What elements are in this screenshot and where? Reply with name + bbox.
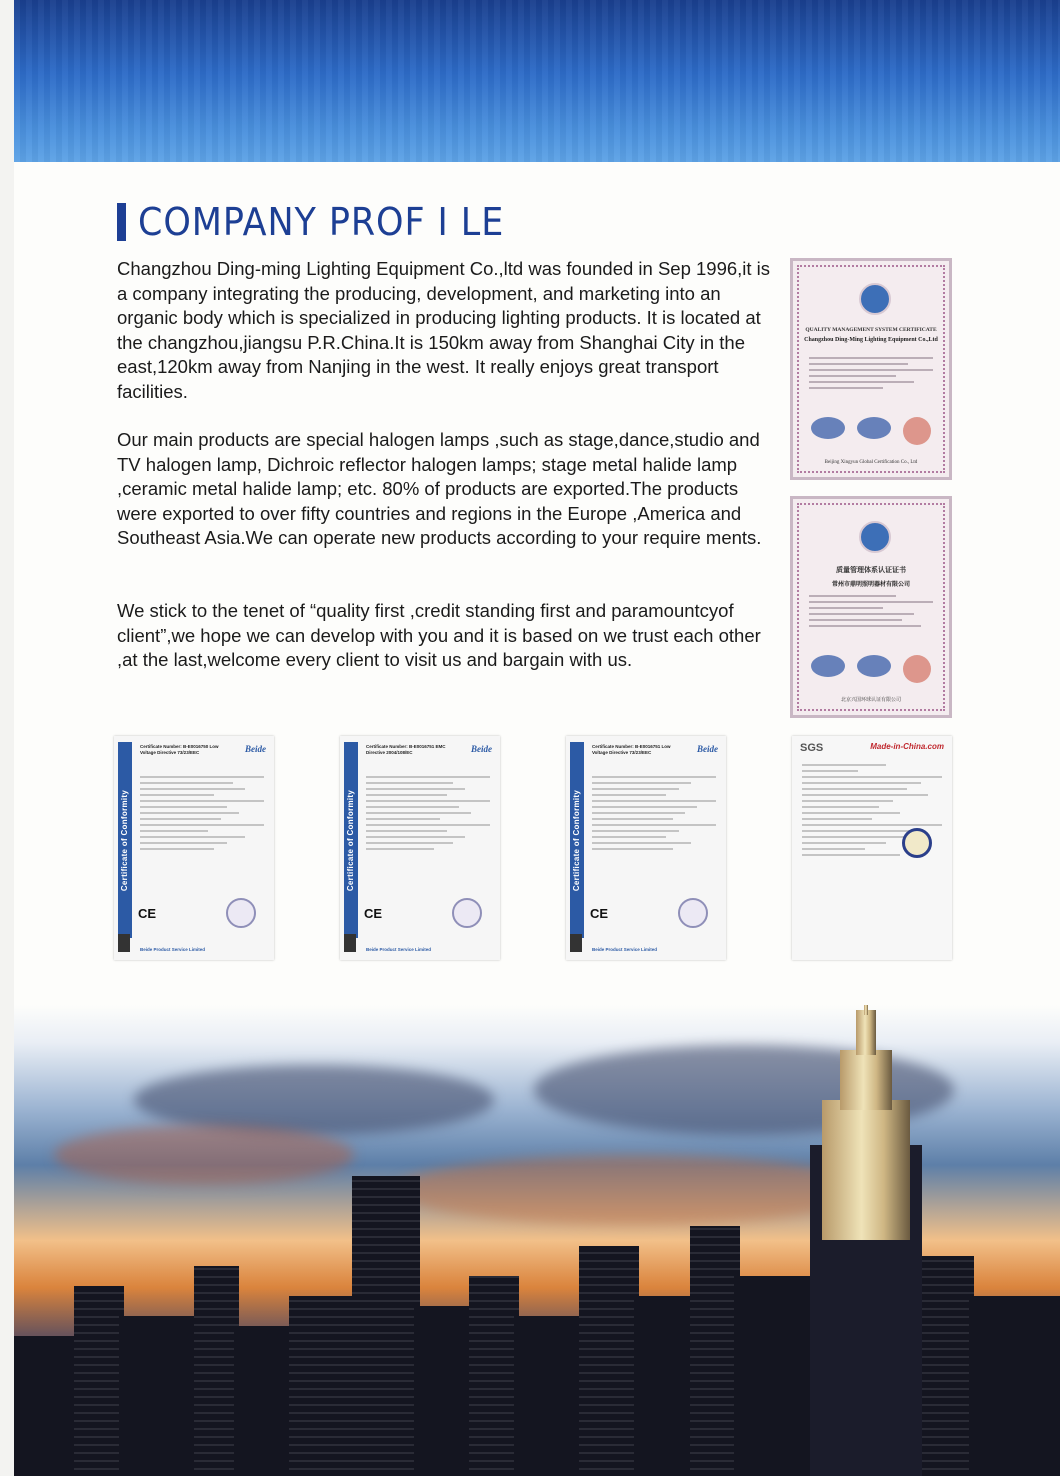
ce-brand-logo: Beide [697, 744, 718, 754]
section-header [117, 200, 536, 244]
profile-paragraph-1: Changzhou Ding-ming Lighting Equipment Co.,ltd was founded in Sep 1996,it is a company integrating the producing, development, and marketing into an organic body which is specialized in producing lighting products. It is located at the changzhou,jiangsu P.R.China.It is 150km away from Shanghai City in the east,120km away from Nanjing in the west. It really enjoys great transport facilities. [117, 258, 771, 402]
certificate-emblem-icon [859, 521, 891, 553]
certificate-text-lines [809, 357, 933, 393]
ce-side-label: Certificate of Conformity [346, 789, 356, 891]
ce-footer: Beide Product Service Limited [366, 947, 432, 952]
ce-side-band [344, 742, 358, 938]
ce-footer: Beide Product Service Limited [592, 947, 658, 952]
quality-certificate-en [790, 258, 952, 480]
red-stamp-icon [903, 655, 931, 683]
iaf-seal-icon [857, 655, 891, 677]
ce-brand-logo: Beide [245, 744, 266, 754]
ce-header: Certificate Number: B-E0016751 Low Voltage Directive 73/23/EEC [592, 744, 671, 755]
ce-mark-icon: CE [590, 906, 609, 921]
title-accent-bar [117, 203, 126, 241]
ce-certificate-3 [566, 736, 726, 960]
ce-text-lines [140, 776, 264, 854]
accreditation-seals [805, 655, 937, 683]
ce-certificate-2 [340, 736, 500, 960]
city-skyline-photo [14, 1005, 1060, 1476]
certificate-company: Changzhou Ding-Ming Lighting Equipment Co.,Ltd [804, 337, 938, 343]
ce-stamp-icon [678, 898, 708, 928]
ce-barcode-icon [118, 934, 130, 952]
ce-mark-icon: CE [364, 906, 383, 921]
red-stamp-icon [903, 417, 931, 445]
ce-side-band [570, 742, 584, 938]
ce-side-label: Certificate of Conformity [572, 789, 582, 891]
ce-stamp-icon [226, 898, 256, 928]
cnas-seal-icon [811, 655, 845, 677]
quality-certificate-cn [790, 496, 952, 718]
ce-brand-logo: Beide [471, 744, 492, 754]
brochure-page [14, 0, 1060, 1476]
ce-barcode-icon [570, 934, 582, 952]
ce-barcode-icon [344, 934, 356, 952]
page-edge [0, 0, 14, 1476]
iaf-seal-icon [857, 417, 891, 439]
sgs-logo: SGS [800, 742, 824, 754]
ce-side-label: Certificate of Conformity [120, 789, 130, 891]
sgs-certificate [792, 736, 952, 960]
ce-text-lines [366, 776, 490, 854]
top-banner [14, 0, 1060, 162]
profile-paragraph-3: We stick to the tenet of “quality first ,credit standing first and paramountcyof client”,we hope we can develop with you and it is based on we trust each other ,at the last,welcome every client to visit us and bargain with us. [117, 600, 761, 670]
ce-header: Certificate Number: B-E0016750 Low Voltage Directive 73/23/EEC [140, 744, 219, 755]
certificate-issuer: Beijing Xingyun Global Certification Co., Ltd [824, 460, 918, 465]
sgs-seal-icon [902, 828, 932, 858]
profile-paragraph-2: Our main products are special halogen lamps ,such as stage,dance,studio and TV halogen lamp, Dichroic reflector halogen lamps; stage metal halide lamp ,ceramic metal halide lamp; etc. 80% of products are exported.The products were exported to over fifty countries and regions in the Europe ,America and Southeast Asia.We can operate new products according to your require ments. [117, 429, 762, 548]
certificate-issuer: 北京兴国环球认证有限公司 [840, 698, 901, 703]
certificate-emblem-icon [859, 283, 891, 315]
certificate-text-lines [809, 595, 933, 631]
ce-text-lines [592, 776, 716, 854]
ce-mark-icon: CE [138, 906, 157, 921]
made-in-china-logo: Made-in-China.com [870, 742, 944, 751]
ce-certificate-1 [114, 736, 274, 960]
page-title: COMPANY PROF I LE [138, 200, 505, 244]
ce-footer: Beide Product Service Limited [140, 947, 206, 952]
accreditation-seals [805, 417, 937, 445]
certificate-title: QUALITY MANAGEMENT SYSTEM CERTIFICATE [805, 327, 937, 333]
ce-stamp-icon [452, 898, 482, 928]
ce-side-band [118, 742, 132, 938]
cnas-seal-icon [811, 417, 845, 439]
certificate-title: 质量管理体系认证证书 [836, 566, 906, 574]
ce-header: Certificate Number: B-E0016751 EMC Directive 2004/108/EC [366, 744, 446, 755]
certificate-company: 常州市鼎明照明器材有限公司 [831, 582, 910, 588]
